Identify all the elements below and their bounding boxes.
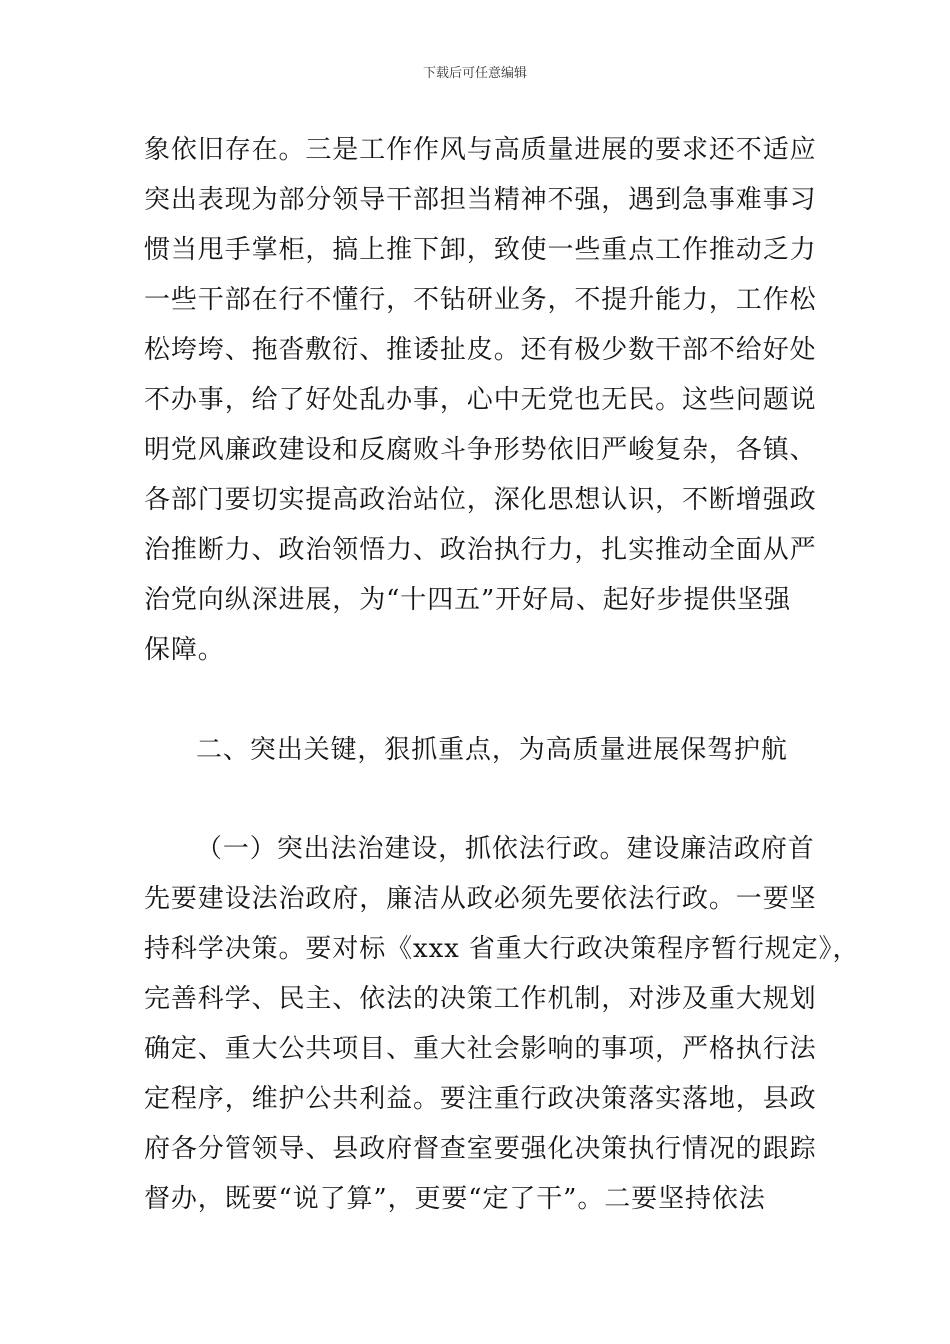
section-heading: 二、突出关键，狠抓重点，为高质量进展保驾护航 [196,735,788,765]
page-header-note: 下载后可任意编辑 [422,66,527,81]
paragraph-line: 治推断力、政治领悟力、政治执行力，扎实推动全面从严 [144,535,817,565]
paragraph-line: 突出表现为部分领导干部担当精神不强，遇到急事难事习 [144,185,817,215]
paragraph-line: 惯当甩手掌柜，搞上推下卸，致使一些重点工作推动乏力 [144,235,817,265]
paragraph-line: 一些干部在行不懂行，不钻研业务，不提升能力，工作松 [144,285,817,315]
paragraph-line: 完善科学、民主、依法的决策工作机制，对涉及重大规划 [144,984,817,1014]
paragraph-line: 象依旧存在。三是工作作风与高质量进展的要求还不适应 [144,135,817,165]
paragraph-line: 持科学决策。要对标《xxx 省重大行政决策程序暂行规定》， [144,934,860,964]
paragraph-line: 定程序，维护公共利益。要注重行政决策落实落地，县政 [144,1084,817,1114]
paragraph-line: 各部门要切实提高政治站位，深化思想认识，不断增强政 [144,485,817,515]
paragraph-line: 松垮垮、拖沓敷衍、推诿扯皮。还有极少数干部不给好处 [144,335,817,365]
paragraph-line: 明党风廉政建设和反腐败斗争形势依旧严峻复杂，各镇、 [144,435,817,465]
paragraph-line: 确定、重大公共项目、重大社会影响的事项，严格执行法 [144,1034,817,1064]
paragraph-line: 先要建设法治政府，廉洁从政必须先要依法行政。一要坚 [144,884,817,914]
paragraph-line: 府各分管领导、县政府督查室要强化决策执行情况的跟踪 [144,1134,817,1164]
paragraph-line: 保障。 [144,635,225,665]
paragraph-line: （一）突出法治建设，抓依法行政。建设廉洁政府首 [196,834,815,864]
paragraph-line: 治党向纵深进展，为“十四五”开好局、起好步提供坚强 [144,585,792,615]
paragraph-line: 督办，既要“说了算”，更要“定了干”。二要坚持依法 [144,1184,766,1214]
paragraph-line: 不办事，给了好处乱办事，心中无党也无民。这些问题说 [144,385,817,415]
